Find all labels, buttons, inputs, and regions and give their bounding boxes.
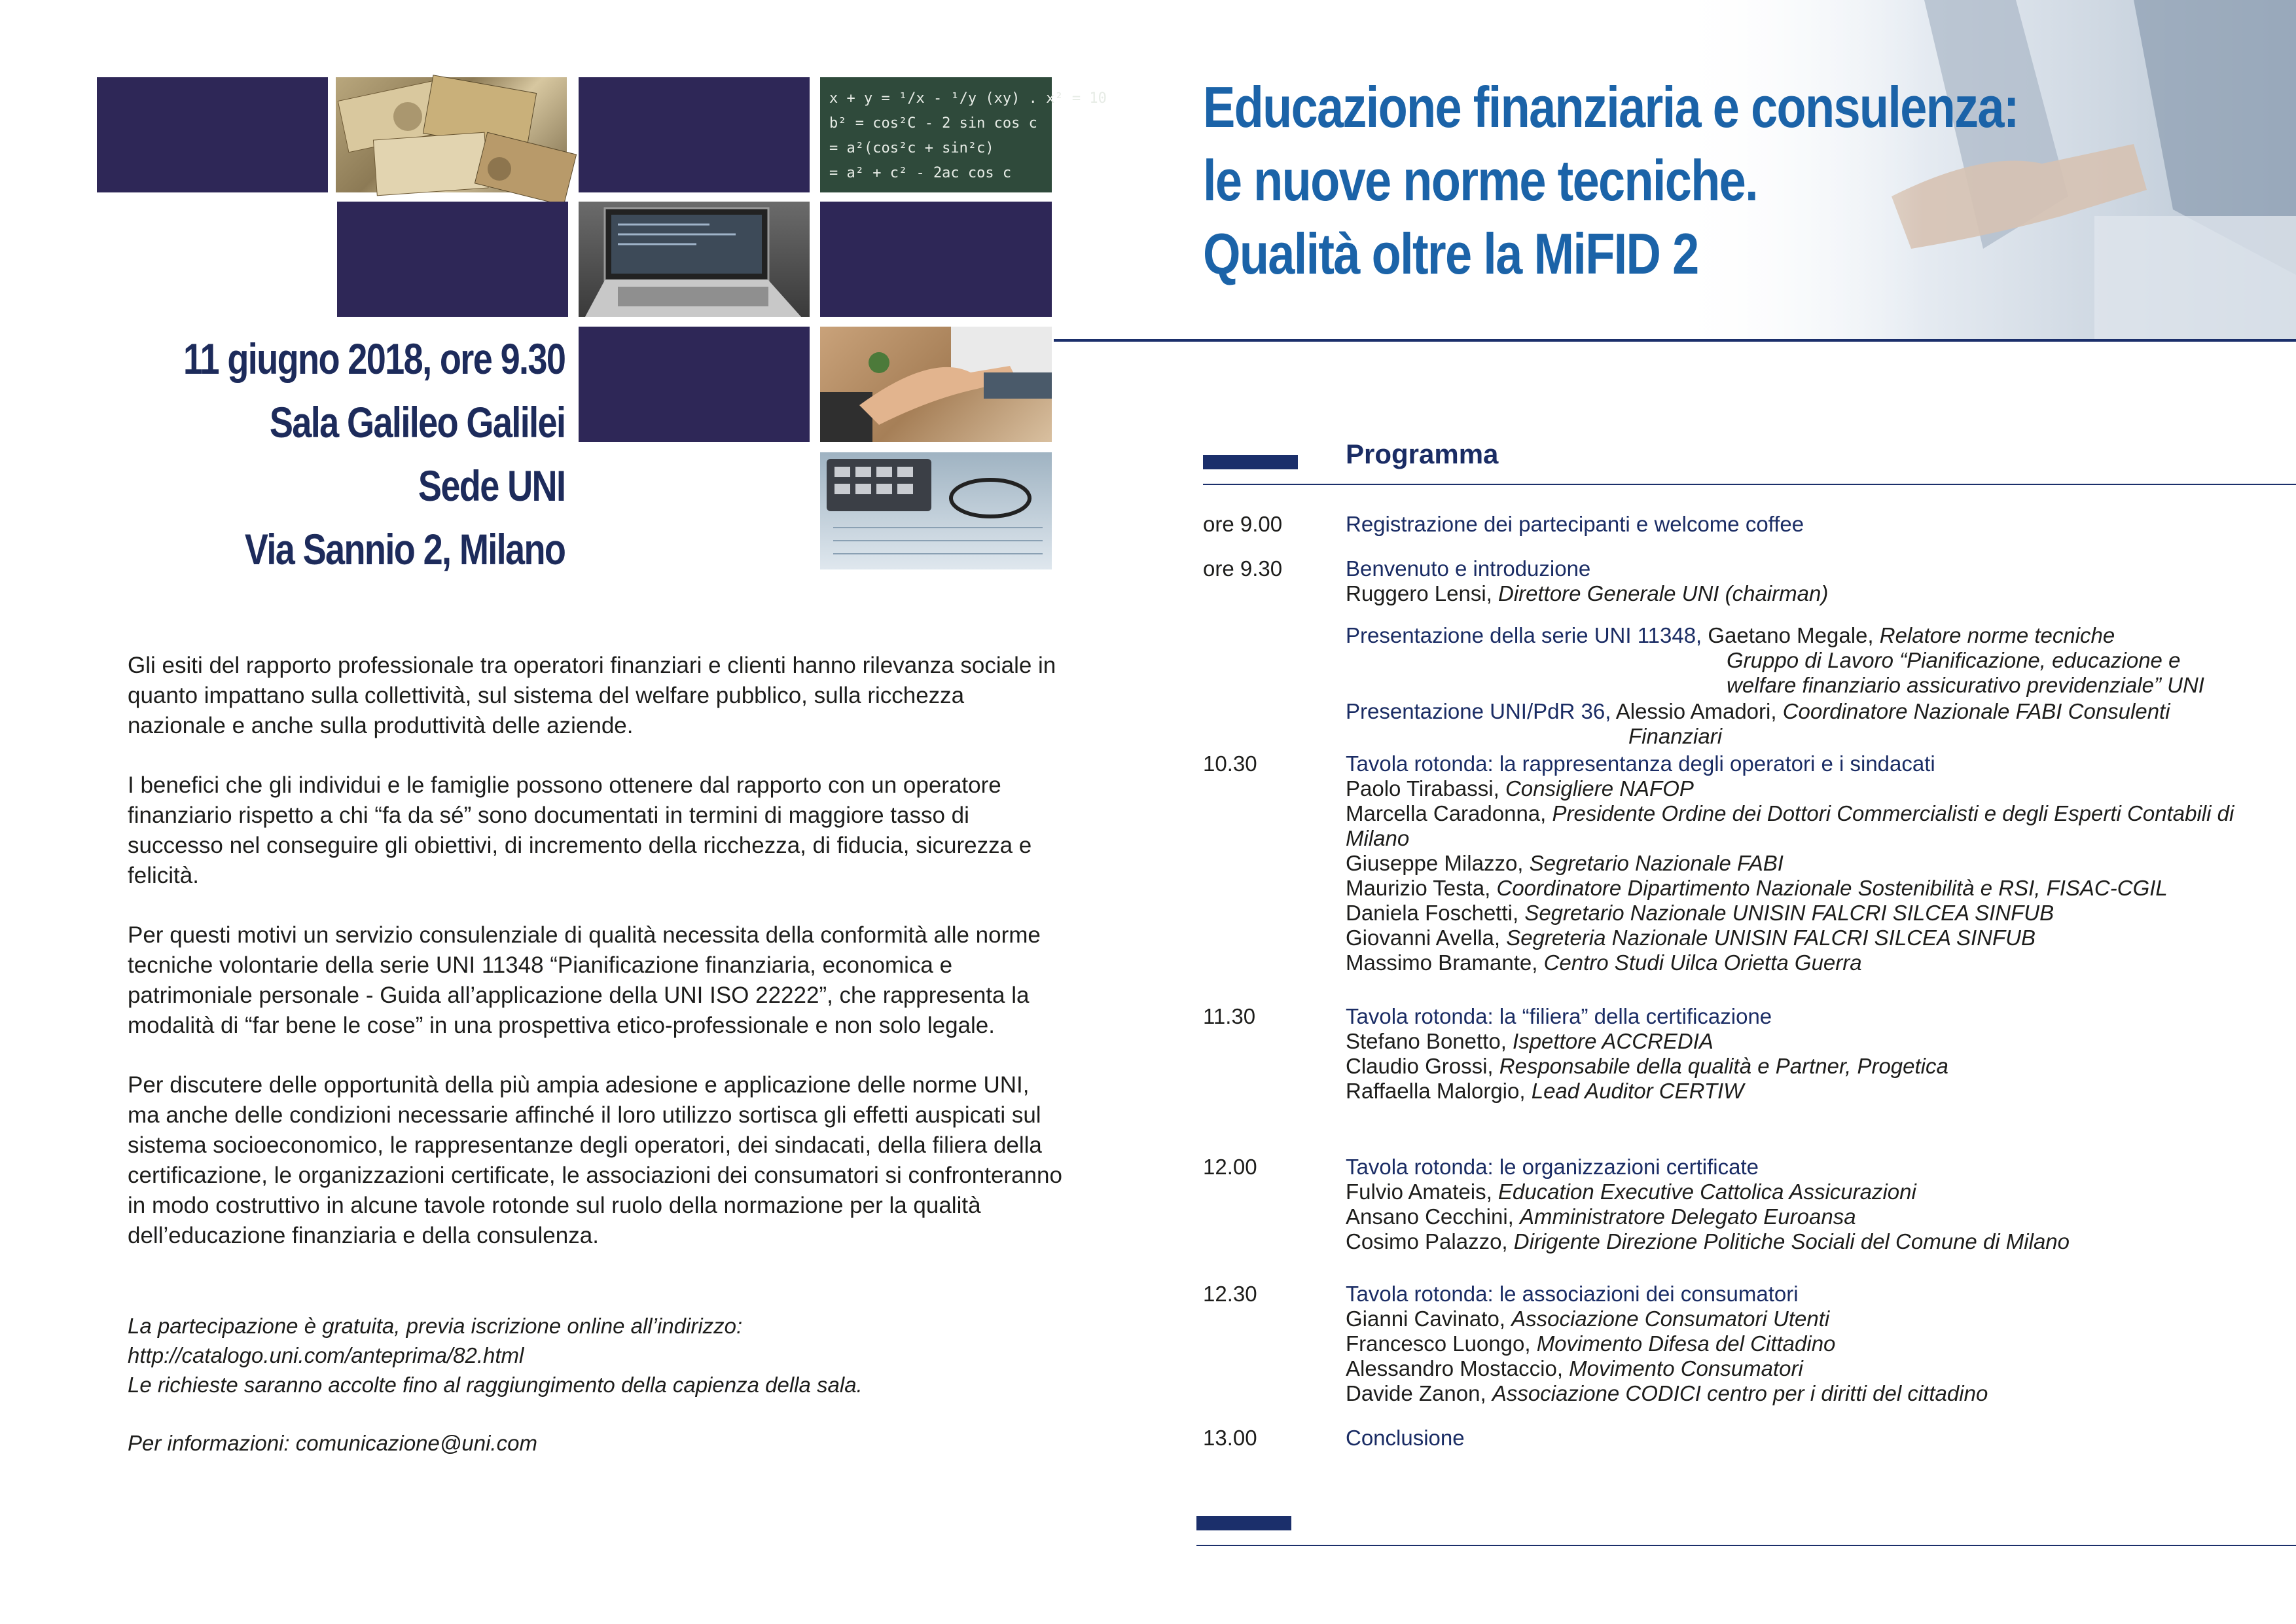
event-date: 11 giugno 2018, ore 9.30 [183, 334, 565, 383]
event-site: Sede UNI [418, 461, 565, 510]
calculator-photo [820, 452, 1052, 569]
speaker [1346, 950, 2275, 975]
speaker [1346, 1204, 2275, 1229]
speaker-role: Movimento Difesa del Cittadino [1536, 1331, 1836, 1356]
speaker-name: Ansano Cecchini, [1346, 1204, 1520, 1229]
speaker-name: Giuseppe Milazzo, [1346, 851, 1530, 875]
event-address: Via Sannio 2, Milano [244, 525, 565, 573]
time-slot: 10.30 [1203, 751, 1257, 776]
speaker-role: Segretario Nazionale UNISIN FALCRI SILCEA SINFUB [1524, 901, 2054, 925]
speaker [1346, 1079, 2275, 1104]
calculator-illustration [820, 452, 1052, 569]
speaker-role: Consigliere NAFOP [1505, 776, 1694, 801]
mosaic-block-3 [337, 202, 568, 317]
session-title: Conclusione [1346, 1426, 1465, 1450]
time-slot: ore 9.30 [1203, 556, 1283, 581]
speaker-name: Alessandro Mostaccio, [1346, 1356, 1570, 1380]
speaker-role: Ispettore ACCREDIA [1513, 1029, 1713, 1053]
banknotes-illustration [336, 77, 567, 192]
laptop-illustration [579, 202, 810, 317]
speaker-name: Marcella Caradonna, [1346, 801, 1552, 825]
speaker-name: Claudio Grossi, [1346, 1054, 1499, 1078]
intro-paragraph: Gli esiti del rapporto professionale tra operatori finanziari e clienti hanno rilevanza sociale in quanto impattano sulla collettività, sul sistema del welfare pubblico, sulla ricchezza nazionale e anche sulla produttività delle aziende. [128, 653, 1056, 738]
speaker-role: Coordinatore Dipartimento Nazionale Sostenibilità e RSI, FISAC-CGIL [1496, 876, 2168, 900]
speaker-role: Movimento Consumatori [1569, 1356, 1803, 1380]
session-title: Benvenuto e introduzione [1346, 556, 1591, 581]
intro-paragraph: Per questi motivi un servizio consulenziale di qualità necessita della conformità alle norme tecniche volontarie della serie UNI 11348 “Pianificazione finanziaria, economica e patrimoniale personale - Guida all’applicazione della UNI ISO 22222”, che rappresenta la modalità di “far bene le cose” in una prospettiva etico-professionale e non solo legale. [128, 922, 1041, 1038]
time-slot: 13.00 [1203, 1426, 1257, 1450]
formula-line: x + y = ¹/x - ¹/y (xy) . x² = 10 [829, 90, 1107, 107]
event-date-venue [183, 327, 565, 581]
formula-line: b² = cos²C - 2 sin cos c [829, 115, 1037, 132]
registration-link[interactable]: http://catalogo.uni.com/anteprima/82.html [128, 1343, 524, 1367]
time-slot: 12.00 [1203, 1155, 1257, 1179]
speaker-role: Finanziari [1628, 724, 1723, 748]
session-block [1346, 1282, 2275, 1406]
speaker-role: Presidente Ordine dei Dottori Commercialisti e degli Esperti Contabili di Milano [1346, 801, 2234, 850]
session-title: Tavola rotonda: le associazioni dei consumatori [1346, 1282, 1799, 1306]
speaker [1346, 1054, 2275, 1079]
footer-rule [1196, 1545, 2296, 1546]
speaker-list [1346, 1180, 2275, 1254]
speaker [1346, 776, 2275, 801]
intro-text [128, 651, 1064, 1280]
speaker [1346, 1229, 2275, 1254]
speaker [1346, 926, 2275, 950]
session-block [1346, 556, 2275, 606]
speaker: Ruggero Lensi, Direttore Generale UNI (chairman) [1346, 581, 1829, 605]
registration-text: La partecipazione è gratuita, previa iscrizione online all’indirizzo: [128, 1314, 743, 1338]
speaker-role: Responsabile della qualità e Partner, Progetica [1499, 1054, 1948, 1078]
speaker-name: Paolo Tirabassi, [1346, 776, 1505, 801]
speaker-role: Gruppo di Lavoro “Pianificazione, educazione e [1727, 648, 2181, 672]
speaker [1346, 801, 2275, 851]
session-block [1346, 1004, 2275, 1104]
presentation-block [1346, 623, 2275, 698]
banknotes-photo [336, 77, 567, 192]
time-slot: 11.30 [1203, 1004, 1256, 1028]
speaker-role: Dirigente Direzione Politiche Sociali del Comune di Milano [1513, 1229, 2070, 1254]
session-title: Tavola rotonda: la rappresentanza degli operatori e i sindacati [1346, 751, 1935, 776]
presentation-row: Presentazione della serie UNI 11348, Gaetano Megale, Relatore norme tecniche [1346, 623, 2115, 647]
speaker-role: Amministratore Delegato Euroansa [1519, 1204, 1856, 1229]
event-title [1203, 71, 2018, 291]
speaker-role: Associazione Consumatori Utenti [1511, 1307, 1830, 1331]
session-title: Tavola rotonda: la “filiera” della certificazione [1346, 1004, 1772, 1028]
speaker [1346, 901, 2275, 926]
speaker [1346, 1029, 2275, 1054]
chalkboard-photo [820, 77, 1107, 192]
speaker-role: Associazione CODICI centro per i diritti del cittadino [1492, 1381, 1988, 1405]
speaker-name: Davide Zanon, [1346, 1381, 1492, 1405]
speaker-name: Massimo Bramante, [1346, 950, 1544, 975]
speaker-name: Gianni Cavinato, [1346, 1307, 1512, 1331]
speaker-name: Fulvio Amateis, [1346, 1180, 1498, 1204]
speaker [1346, 851, 2275, 876]
speaker-list [1346, 1307, 2275, 1406]
speaker-role: Centro Studi Uilca Orietta Guerra [1543, 950, 1862, 975]
event-room: Sala Galileo Galilei [269, 398, 565, 446]
speaker-role: Segretario Nazionale FABI [1529, 851, 1784, 875]
speaker-role: Segreteria Nazionale UNISIN FALCRI SILCEA SINFUB [1506, 926, 2036, 950]
program-accent-bar [1203, 455, 1298, 469]
speaker-name: Maurizio Testa, [1346, 876, 1497, 900]
capacity-text: Le richieste saranno accolte fino al raggiungimento della capienza della sala. [128, 1373, 863, 1397]
title-line: Educazione finanziaria e consulenza: [1203, 75, 2018, 139]
registration-note [128, 1311, 863, 1399]
speaker-name: Giovanni Avella, [1346, 926, 1507, 950]
speaker-name: Raffaella Malorgio, [1346, 1079, 1532, 1103]
speaker [1346, 1180, 2275, 1204]
intro-paragraph: Per discutere delle opportunità della più ampia adesione e applicazione delle norme UNI, ma anche delle condizioni necessarie affinché il loro utilizzo sortisca gli effetti auspicati sul sistema socioeconomico, le rappresentanze degli operatori, dei sindacati, della filiera della certificazione, le organizzazioni certificate, le associazioni dei consumatori si confronteranno in modo costruttivo in alcune tavole rotonde sul ruolo della normazione per la qualità dell’educazione finanziaria e della consulenza. [128, 1072, 1062, 1248]
session-block [1346, 751, 2275, 975]
speaker [1346, 1331, 2275, 1356]
mosaic-block-2 [579, 77, 810, 192]
speaker-name: Cosimo Palazzo, [1346, 1229, 1514, 1254]
speaker-name: Daniela Foschetti, [1346, 901, 1525, 925]
speaker-list [1346, 776, 2275, 975]
contact-info: Per informazioni: comunicazione@uni.com [128, 1431, 537, 1455]
formula-line: = a²(cos²c + sin²c) [829, 140, 994, 156]
session-title: Registrazione dei partecipanti e welcome coffee [1346, 512, 1804, 536]
speaker [1346, 1307, 2275, 1331]
speaker-role: welfare finanziario assicurativo previdenziale” UNI [1727, 673, 2204, 697]
speaker-name: Stefano Bonetto, [1346, 1029, 1513, 1053]
handshake-desk-photo [820, 327, 1052, 442]
speaker [1346, 1381, 2275, 1406]
mosaic-block-5 [579, 327, 810, 442]
session-block [1346, 1155, 2275, 1254]
time-slot: 12.30 [1203, 1282, 1257, 1306]
time-slot: ore 9.00 [1203, 512, 1283, 536]
formula-line: = a² + c² - 2ac cos c [829, 165, 1012, 181]
intro-paragraph: I benefici che gli individui e le famiglie possono ottenere dal rapporto con un operatore finanziario rispetto a chi “fa da sé” sono documentati in termini di maggiore tasso di successo nel conseguire gli obiettivi, di incremento della ricchezza, di fiducia, sicurezza e felicità. [128, 772, 1032, 888]
speaker [1346, 876, 2275, 901]
header-rule [1054, 339, 2296, 342]
footer-accent-bar [1196, 1516, 1291, 1530]
handshake-illustration [820, 327, 1052, 442]
speaker-role: Lead Auditor CERTIW [1531, 1079, 1744, 1103]
speaker-role: Education Executive Cattolica Assicurazioni [1498, 1180, 1916, 1204]
title-line: Qualità oltre la MiFID 2 [1203, 221, 1698, 286]
program-rule [1203, 484, 2296, 485]
title-line: le nuove norme tecniche. [1203, 148, 1757, 213]
speaker-name: Francesco Luongo, [1346, 1331, 1537, 1356]
laptop-photo [579, 202, 810, 317]
speaker [1346, 1356, 2275, 1381]
presentation-row: Presentazione UNI/PdR 36, Alessio Amadori, Coordinatore Nazionale FABI Consulenti [1346, 699, 2170, 723]
presentation-block [1346, 699, 2275, 749]
program-heading: Programma [1346, 439, 1499, 469]
session-title: Tavola rotonda: le organizzazioni certificate [1346, 1155, 1759, 1179]
mosaic-block-1 [97, 77, 328, 192]
speaker-list [1346, 1029, 2275, 1104]
mosaic-block-4 [820, 202, 1052, 317]
